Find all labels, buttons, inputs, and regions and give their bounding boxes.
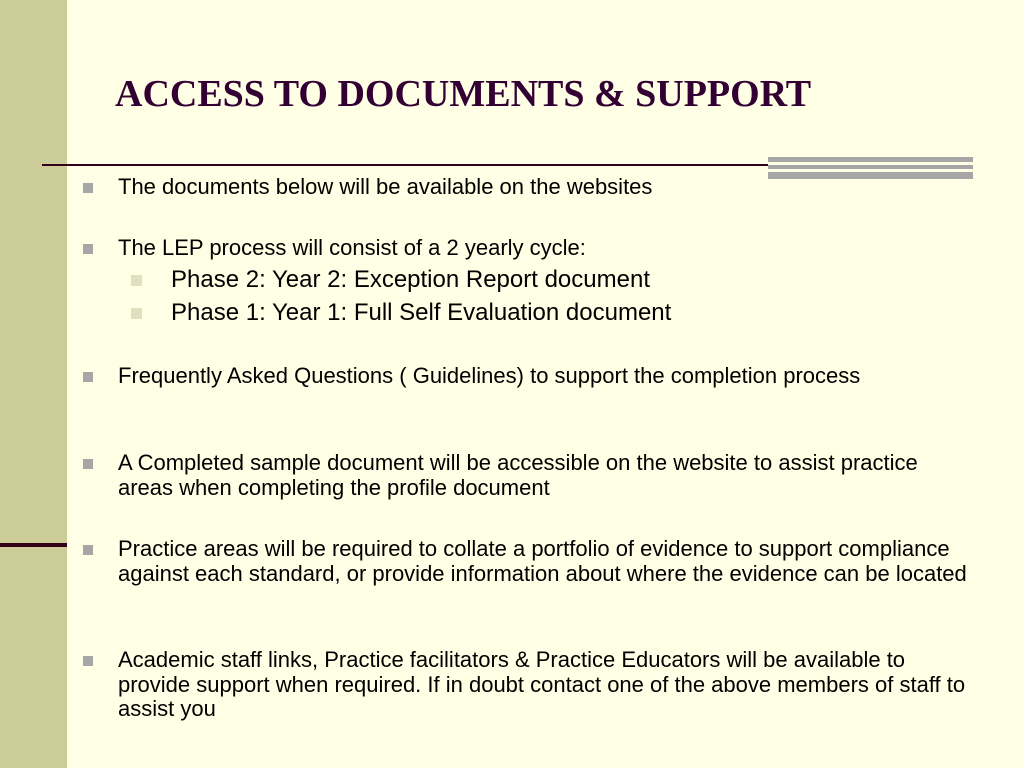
square-bullet-icon bbox=[131, 308, 142, 319]
list-item-text: Practice areas will be required to collate a portfolio of evidence to support compliance against each standard, or provide information about where the evidence can be located bbox=[118, 536, 967, 586]
list-item bbox=[118, 537, 978, 586]
list-item bbox=[118, 451, 978, 500]
slide-title: ACCESS TO DOCUMENTS & SUPPORT bbox=[115, 73, 812, 115]
list-item bbox=[118, 236, 978, 261]
list-item bbox=[118, 648, 978, 722]
left-band-accent-line bbox=[0, 543, 67, 547]
square-bullet-icon bbox=[83, 656, 93, 666]
list-item-text: A Completed sample document will be accessible on the website to assist practice areas when completing the profile document bbox=[118, 450, 918, 500]
list-item bbox=[118, 364, 918, 389]
gray-bar bbox=[768, 165, 973, 169]
sub-list-item-text: Phase 1: Year 1: Full Self Evaluation document bbox=[171, 299, 672, 326]
gray-bar bbox=[768, 157, 973, 162]
list-item-text: The LEP process will consist of a 2 yearly cycle: bbox=[118, 235, 586, 260]
square-bullet-icon bbox=[131, 275, 142, 286]
square-bullet-icon bbox=[83, 372, 93, 382]
title-divider-line bbox=[42, 164, 768, 166]
sub-list-item-text: Phase 2: Year 2: Exception Report document bbox=[171, 266, 650, 293]
list-item-text: Frequently Asked Questions ( Guidelines) to support the completion process bbox=[118, 363, 861, 388]
square-bullet-icon bbox=[83, 545, 93, 555]
square-bullet-icon bbox=[83, 244, 93, 254]
sub-list-item bbox=[171, 298, 971, 327]
list-item-text: The documents below will be available on the websites bbox=[118, 174, 653, 199]
left-decorative-band bbox=[0, 0, 67, 768]
sub-list-item bbox=[171, 265, 971, 294]
square-bullet-icon bbox=[83, 459, 93, 469]
square-bullet-icon bbox=[83, 183, 93, 193]
list-item-text: Academic staff links, Practice facilitators & Practice Educators will be available to provide support when required. If in doubt contact one of the above members of staff to assist you bbox=[118, 647, 966, 721]
list-item bbox=[118, 175, 978, 200]
